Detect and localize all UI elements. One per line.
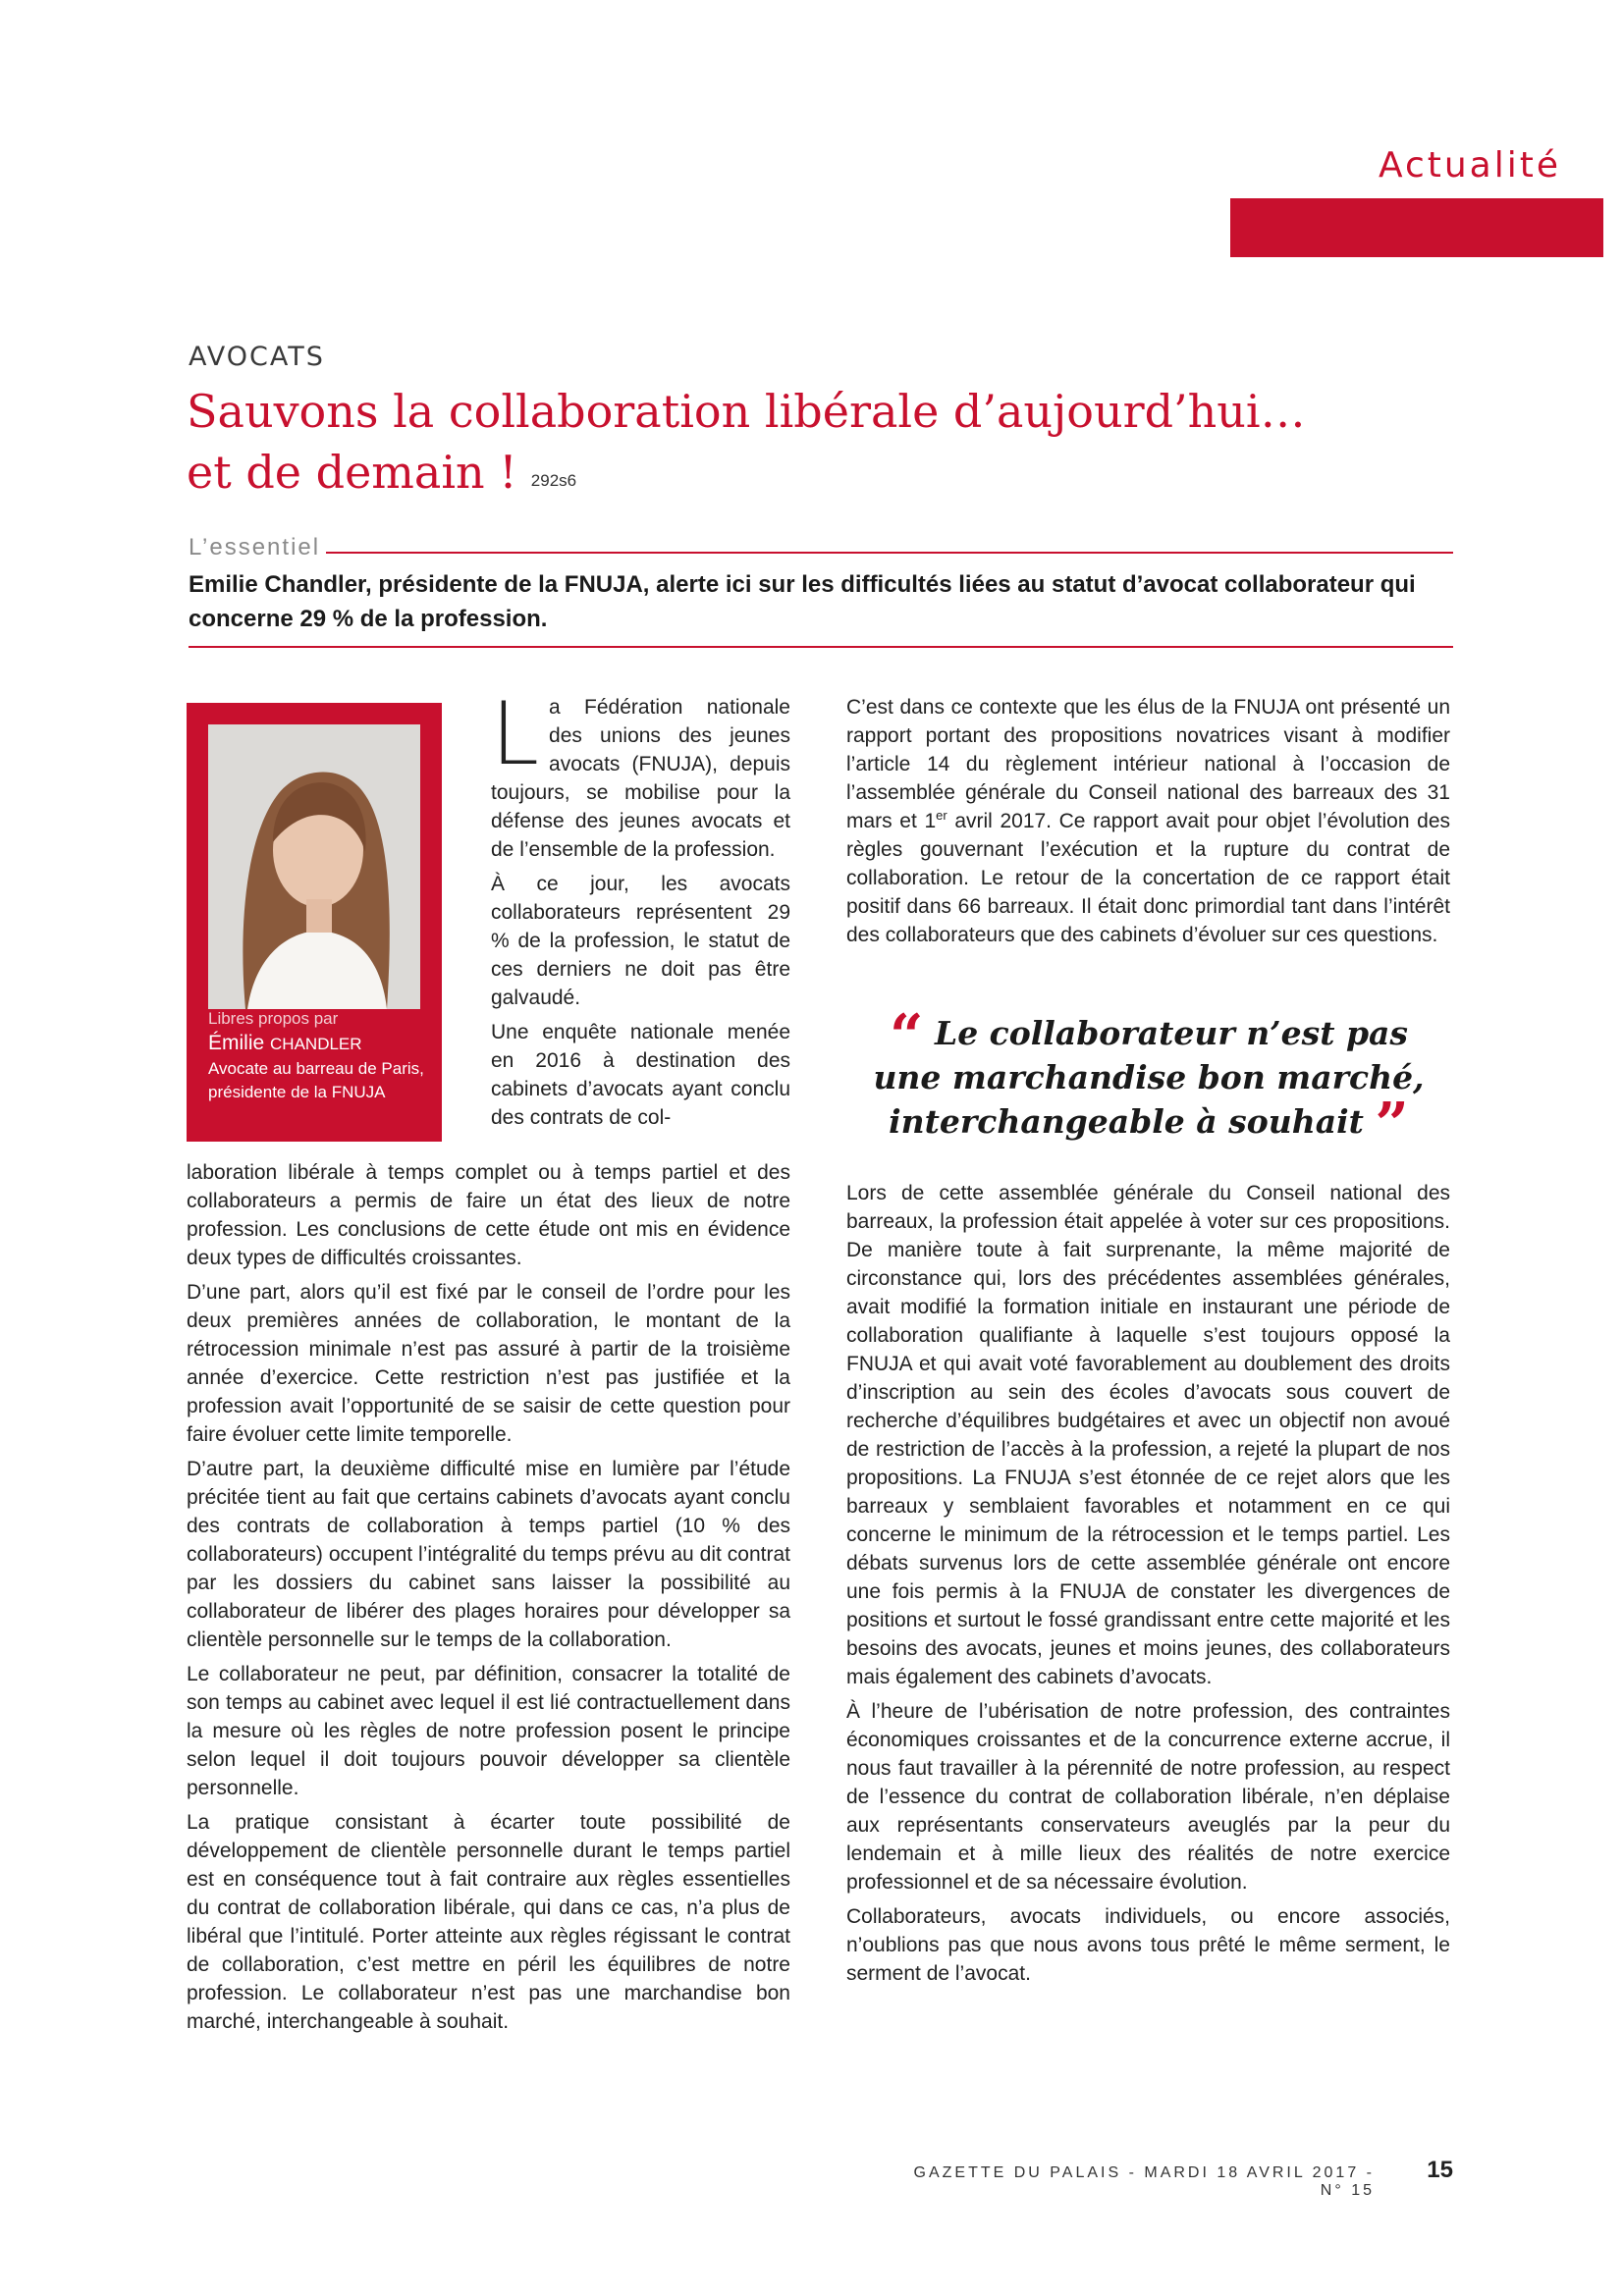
pull-quote-line-2: une marchandise bon marché, [873, 1058, 1425, 1096]
essentiel-top-rule [324, 552, 1453, 554]
paragraph-4: D’une part, alors qu’il est fixé par le conseil de l’ordre pour les deux premières années de collaboration, le montant de la rétrocession minimale n’est pas assuré à partir de la troisième année d’exercice. Cette restriction n’est pas justifiée et la profession avait l’opportunité de se saisir de cette question pour faire évoluer cette limite temporelle. [187, 1281, 790, 1446]
author-caption [208, 1007, 434, 1104]
article-title [187, 381, 1463, 511]
pull-quote [864, 1002, 1434, 1159]
author-last-name: CHANDLER [270, 1035, 362, 1053]
author-box [187, 703, 442, 1142]
paragraph-8-text-a: C’est dans ce contexte que les élus de la FNUJA ont présenté un rapport portant des propositions novatrices visant à modifier l’article 14 du règlement intérieur national à l’occasion de l’assemblée générale du Conseil national des barreaux des 31 mars et 1 [846, 696, 1450, 832]
page-number: 15 [1427, 2157, 1453, 2183]
section-label: Actualité [1378, 145, 1561, 186]
paragraph-11: Collaborateurs, avocats individuels, ou encore associés, n’oublions pas que nous avons tous prêté le même serment, le serment de l’avocat. [846, 1905, 1450, 1985]
paragraph-1-text: a Fédération nationale des unions des jeunes avocats (FNUJA), depuis toujours, se mobilise pour la défense des jeunes avocats et de l’ensemble de la profession. [491, 696, 790, 861]
close-quote-icon: ” [1375, 1091, 1409, 1159]
section-bar [1230, 198, 1603, 257]
title-line-2 [187, 442, 1463, 511]
paragraph-2: À ce jour, les avocats collaborateurs représentent 29 % de la profession, le statut de ces derniers ne doit pas être galvaudé. [491, 873, 790, 1009]
portrait-photo-icon [208, 724, 420, 1009]
pull-quote-line-1: Le collaborateur n’est pas [934, 1014, 1409, 1052]
article-rubric: AVOCATS [189, 342, 325, 372]
essentiel-summary: Emilie Chandler, présidente de la FNUJA, alerte ici sur les difficultés liées au statut d’avocat collaborateur qui concerne 29 % de la profession. [189, 571, 1416, 632]
author-intro: Libres propos par [208, 1009, 339, 1028]
author-name [208, 1031, 434, 1057]
article-reference: 292s6 [530, 471, 577, 490]
right-column-top [846, 693, 1450, 955]
author-first-name: Émilie [208, 1032, 265, 1054]
paragraph-10: À l’heure de l’ubérisation de notre profession, des contraintes économiques croissantes et de la concurrence externe accrue, il nous faut travailler à la pérennité de notre profession, au respect de l’essence du contrat de collaboration libérale, n’en déplaise aux représentants conservateurs aveuglés par la peur du lendemain et à mille lieux des réalités de notre exercice professionnel et de sa nécessaire évolution. [846, 1700, 1450, 1894]
author-role: Avocate au barreau de Paris, présidente de la FNUJA [208, 1059, 424, 1101]
paragraph-3-end: laboration libérale à temps complet ou à temps partiel et des collaborateurs a permis de faire un état des lieux de notre profession. Les conclusions de cette étude ont mis en évidence deux types de difficultés croissantes. [187, 1161, 790, 1269]
paragraph-1 [491, 683, 790, 864]
paragraph-5: D’autre part, la deuxième difficulté mise en lumière par l’étude précitée tient au fait que certains cabinets d’avocats ayant conclu des contrats de collaboration à temps partiel (10 % des collaborateurs) occupent l’intégralité du temps prévu au dit contrat par les dossiers du cabinet sans laisser la possibilité au collaborateur de libérer des plages horaires pour développer sa clientèle personnelle sur le temps de la collaboration. [187, 1458, 790, 1651]
right-column-bottom [846, 1179, 1450, 1994]
open-quote-icon: “ [889, 1002, 924, 1071]
paragraph-8-text-b: avril 2017. Ce rapport avait pour objet l’évolution des règles gouvernant l’exécution et la rupture du contrat de collaboration. Le retour de la concertation de ce rapport était positif dans 66 barreaux. Il était donc primordial tant dans l’intérêt des collaborateurs que des cabinets d’évoluer sur ces questions. [846, 810, 1450, 946]
left-column-bottom [187, 1158, 790, 2042]
paragraph-3-start: Une enquête nationale menée en 2016 à destination des cabinets d’avocats ayant conclu des contrats de col- [491, 1021, 790, 1129]
pull-quote-line-3: interchangeable à souhait [889, 1102, 1364, 1141]
drop-cap: L [491, 683, 540, 784]
title-line-2-text: et de demain ! [187, 446, 517, 499]
paragraph-9: Lors de cette assemblée générale du Conseil national des barreaux, la profession était appelée à voter sur ces propositions. De manière toute à fait surprenante, la même majorité de circonstance qui, lors des précédentes assemblées générales, avait modifié la formation initiale en instaurant une période de collaboration qualifiante à laquelle s’est toujours opposé la FNUJA et qui avait voté favorablement au doublement des droits d’inscription au sein des écoles d’avocats sous couvert de recherche d’équilibres budgétaires et avec un objectif non avoué de restriction de l’accès à la profession, a rejeté la plupart de nos propositions. La FNUJA s’est étonnée de ce rejet alors que les barreaux y semblaient favorables et notamment en ce qui concerne le minimum de la rétrocession et le temps partiel. Les débats survenus lors de cette assemblée générale ont encore une fois permis à la FNUJA de constater les divergences de positions et surtout le fossé grandissant entre cette majorité et les besoins des avocats, jeunes et moins jeunes, des collaborateurs mais également des cabinets d’avocats. [846, 1182, 1450, 1688]
essentiel-label: L’essentiel [189, 534, 326, 561]
title-line-1: Sauvons la collaboration libérale d’aujourd’hui… [187, 385, 1306, 438]
paragraph-8 [846, 693, 1450, 949]
paragraph-7: La pratique consistant à écarter toute possibilité de développement de clientèle personnelle durant le temps partiel est en conséquence tout à fait contraire aux règles essentielles du contrat de collaboration libérale, qui dans ce cas, n’a plus de libéral que l’intitulé. Porter atteinte aux règles régissant le contrat de collaboration, c’est mettre en péril les équilibres de notre profession. Le collaborateur n’est pas une marchandise bon marché, interchangeable à souhait. [187, 1811, 790, 2033]
essentiel-bottom-rule [189, 646, 1453, 648]
left-column-top [491, 683, 790, 1138]
footer-publication: GAZETTE DU PALAIS - MARDI 18 AVRIL 2017 - N° 15 [913, 2164, 1375, 2199]
paragraph-8-superscript: er [936, 808, 947, 823]
paragraph-6: Le collaborateur ne peut, par définition, consacrer la totalité de son temps au cabinet avec lequel il est lié contractuellement dans la mesure où les règles de notre profession posent le principe selon lequel il doit toujours pouvoir développer sa clientèle personnelle. [187, 1663, 790, 1799]
